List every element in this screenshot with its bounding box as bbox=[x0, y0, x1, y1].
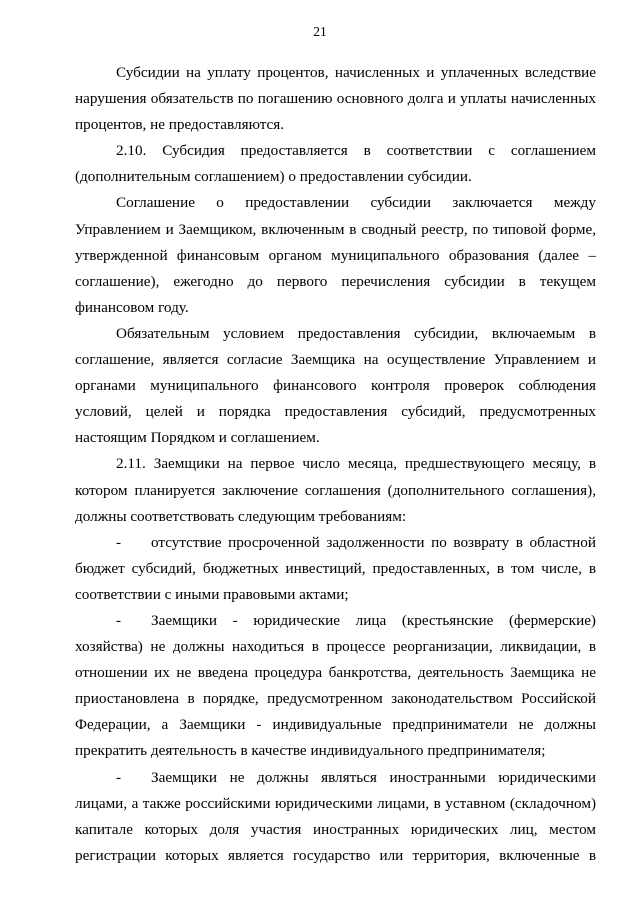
paragraph-agreement: Соглашение о предоставлении субсидии заключается между Управлением и Заемщиком, включенным в сводный реестр, по типовой форме, утвержденной финансовым органом муниципального образования (далее – соглашение), ежегодно до первого перечисления субсидии в текущем финансовом году. bbox=[75, 194, 596, 316]
list-item-not-foreign bbox=[75, 765, 596, 869]
list-bullet: - bbox=[116, 611, 122, 629]
paragraph-2-10: 2.10. Субсидия предоставляется в соответствии с соглашением (дополнительным соглашением) о предоставлении субсидии. bbox=[75, 142, 596, 186]
list-bullet: - bbox=[116, 768, 122, 786]
list-item-no-reorganization bbox=[75, 608, 596, 765]
list-item-text: Заемщики - юридические лица (крестьянские (фермерские) хозяйства) не должны находиться в процессе реорганизации, ликвидации, в отношении их не введена процедура банкротства, деятельность Заемщика не приостановлена в порядке, предусмотренном законодательством Российской Федерации, а Заемщики - индивидуальные предприниматели не должны прекратить деятельность в качестве индивидуального предпринимателя; bbox=[75, 611, 596, 760]
document-body bbox=[75, 60, 596, 869]
paragraph-2-11: 2.11. Заемщики на первое число месяца, предшествующего месяцу, в котором планируется заключение соглашения (дополнительного соглашения), должны соответствовать следующим требованиям: bbox=[75, 455, 596, 525]
page-number: 21 bbox=[313, 24, 327, 39]
list-item-no-debt bbox=[75, 530, 596, 608]
paragraph-interest-subsidy: Субсидии на уплату процентов, начисленных и уплаченных вследствие нарушения обязательств по погашению основного долга и уплаты начисленных процентов, не предоставляются. bbox=[75, 64, 596, 134]
list-item-text: отсутствие просроченной задолженности по возврату в областной бюджет субсидий, бюджетных инвестиций, предоставленных, в том числе, в соответствии с иными правовыми актами; bbox=[75, 533, 596, 603]
list-item-text: Заемщики не должны являться иностранными юридическими лицами, а также российскими юридическими лицами, в уставном (складочном) капитале которых доля участия иностранных юридических лиц, местом регистрации которых является государство или территория, включенные в bbox=[75, 768, 596, 864]
list-bullet: - bbox=[116, 533, 122, 551]
paragraph-mandatory-condition: Обязательным условием предоставления субсидии, включаемым в соглашение, является согласие Заемщика на осуществление Управлением и органами муниципального финансового контроля проверок соблюдения условий, целей и порядка предоставления субсидий, предусмотренных настоящим Порядком и соглашением. bbox=[75, 324, 596, 447]
